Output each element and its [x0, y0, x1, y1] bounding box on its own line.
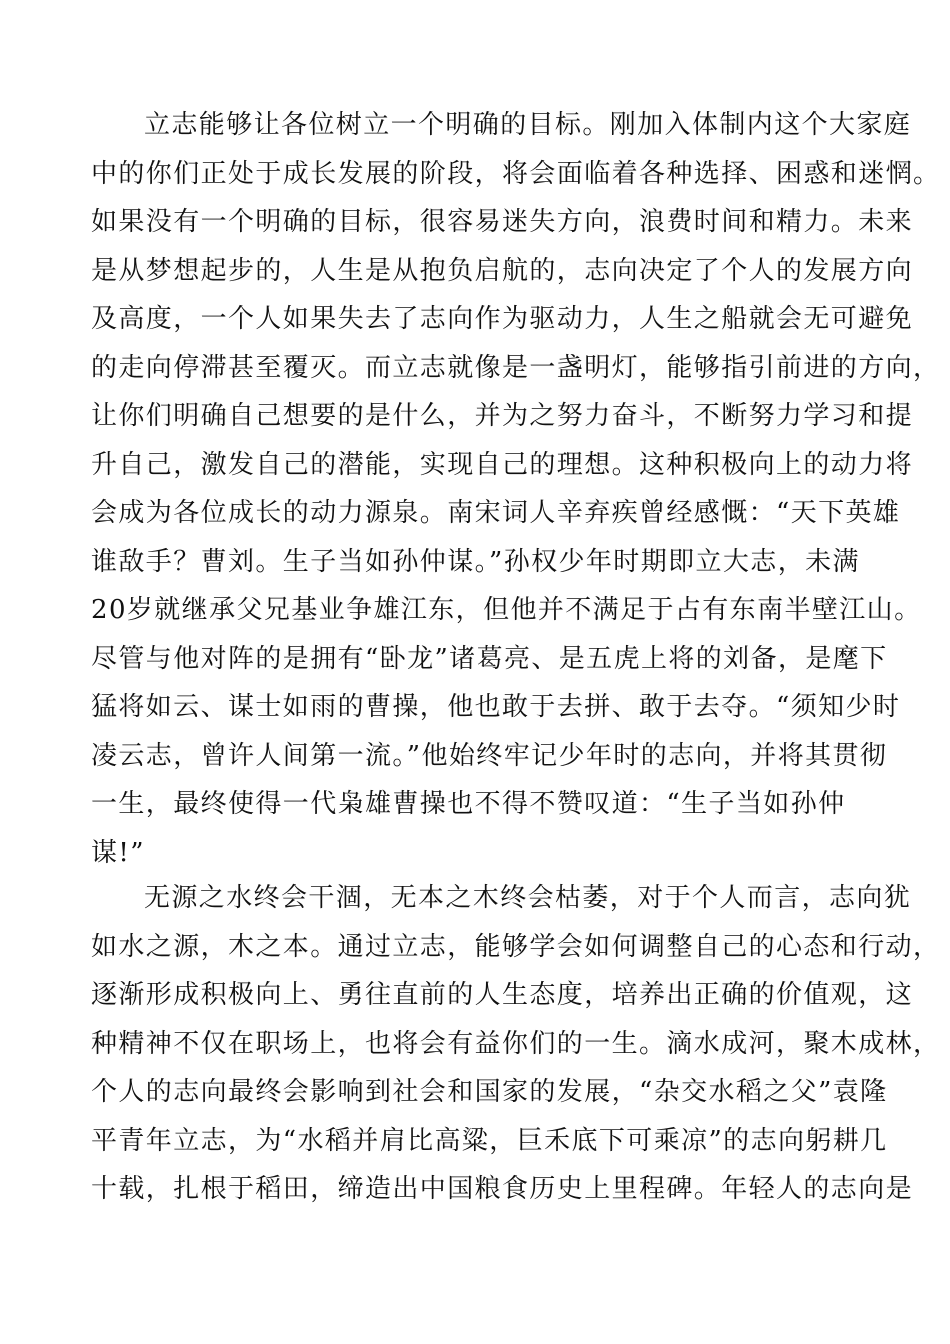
text-line: 升自己，激发自己的潜能，实现自己的理想。这种积极向上的动力将	[91, 449, 914, 480]
text-line: 中的你们正处于成长发展的阶段，将会面临着各种选择、困惑和迷惘。	[91, 158, 941, 189]
text-line: 谋!”	[91, 837, 145, 868]
text-line: 的走向停滞甚至覆灭。而立志就像是一盏明灯，能够指引前进的方向，	[91, 352, 941, 383]
text-line: 20岁就继承父兄基业争雄江东，但他并不满足于占有东南半壁江山。	[91, 595, 922, 625]
text-line: 种精神不仅在职场上，也将会有益你们的一生。滴水成河，聚木成林，	[91, 1028, 941, 1059]
paragraph-1	[91, 101, 941, 877]
text-line: 凌云志，曾许人间第一流。”他始终牢记少年时的志向，并将其贯彻	[91, 740, 888, 771]
text-line: 逐渐形成积极向上、勇往直前的人生态度，培养出正确的价值观，这	[91, 980, 914, 1010]
text-line: 立志能够让各位树立一个明确的目标。刚加入体制内这个大家庭	[144, 110, 912, 140]
text-line: 猛将如云、谋士如雨的曹操，他也敢于去拼、敢于去夺。“须知少时	[91, 692, 901, 722]
paragraph-2	[91, 874, 941, 1214]
text-line: 尽管与他对阵的是拥有“卧龙”诸葛亮、是五虎上将的刘备，是麾下	[91, 643, 888, 674]
text-line: 如水之源，木之本。通过立志，能够学会如何调整自己的心态和行动，	[91, 931, 941, 962]
text-line: 是从梦想起步的，人生是从抱负启航的，志向决定了个人的发展方向	[91, 255, 914, 286]
text-line: 一生，最终使得一代枭雄曹操也不得不赞叹道：“生子当如孙仲	[91, 789, 846, 819]
text-line: 如果没有一个明确的目标，很容易迷失方向，浪费时间和精力。未来	[91, 207, 914, 237]
text-line: 平青年立志，为“水稻并肩比高粱，巨禾底下可乘凉”的志向躬耕几	[91, 1125, 888, 1156]
text-line: 谁敌手？曹刘。生子当如孙仲谋。”孙权少年时期即立大志，未满	[91, 546, 860, 577]
text-line: 让你们明确自己想要的是什么，并为之努力奋斗，不断努力学习和提	[91, 401, 914, 431]
text-line: 会成为各位成长的动力源泉。南宋词人辛弃疾曾经感慨：“天下英雄	[91, 498, 901, 528]
text-line: 十载，扎根于稻田，缔造出中国粮食历史上里程碑。年轻人的志向是	[91, 1174, 914, 1204]
text-line: 无源之水终会干涸，无本之木终会枯萎，对于个人而言，志向犹	[144, 883, 912, 913]
text-line: 个人的志向最终会影响到社会和国家的发展，“杂交水稻之父”袁隆	[91, 1077, 888, 1107]
text-line: 及高度，一个人如果失去了志向作为驱动力，人生之船就会无可避免	[91, 304, 914, 334]
